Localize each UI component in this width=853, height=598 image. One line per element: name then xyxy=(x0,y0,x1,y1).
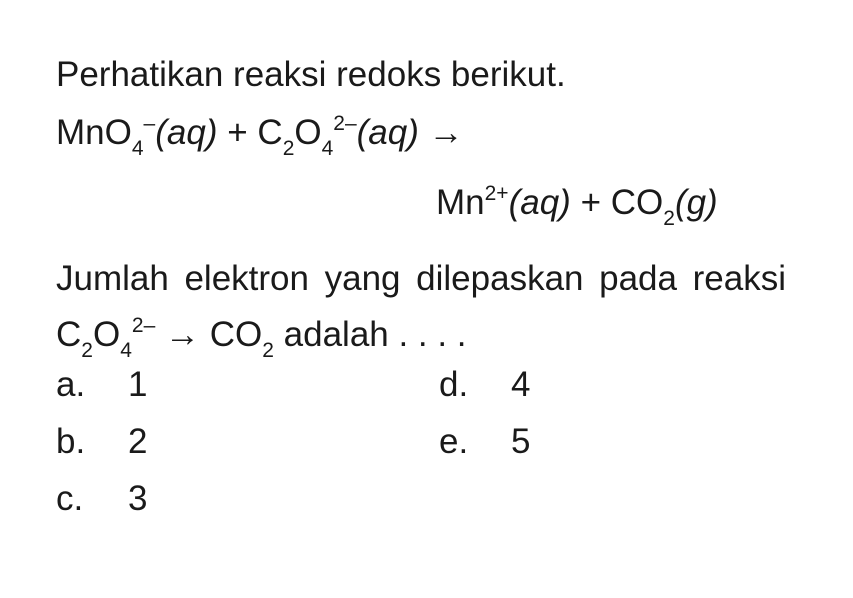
option-b[interactable] xyxy=(56,424,147,459)
plus-sign-2: + xyxy=(580,183,602,222)
question-o: O xyxy=(92,315,121,354)
oxalate-c-subscript: 2 xyxy=(282,137,295,160)
option-value: 5 xyxy=(511,422,531,461)
question-oxalate xyxy=(56,314,156,362)
question-c-subscript: 2 xyxy=(81,339,93,362)
reaction-arrow: → xyxy=(428,113,464,152)
option-value: 3 xyxy=(128,479,148,518)
option-letter: c. xyxy=(56,479,84,518)
permanganate-text: MnO xyxy=(56,113,132,152)
question-text-after: adalah . . . . xyxy=(283,315,467,354)
co2-text: CO xyxy=(610,183,664,222)
oxalate-o-subscript: 4 xyxy=(321,137,334,160)
permanganate-charge: – xyxy=(143,112,156,135)
state-aq-2: (aq) xyxy=(356,113,419,152)
co2-subscript: 2 xyxy=(663,207,675,230)
option-d[interactable] xyxy=(439,367,530,402)
equation-products xyxy=(436,182,718,230)
option-letter: e. xyxy=(439,422,469,461)
plus-sign-1: + xyxy=(227,113,248,152)
manganese-charge: 2+ xyxy=(484,182,509,205)
manganese-text: Mn xyxy=(436,183,485,222)
option-letter: d. xyxy=(439,365,469,404)
state-aq-1: (aq) xyxy=(155,113,218,152)
oxalate-formula xyxy=(257,112,357,160)
intro-text: Perhatikan reaksi redoks berikut. xyxy=(56,55,566,94)
option-c[interactable] xyxy=(56,481,147,516)
question-charge: 2– xyxy=(131,314,156,337)
option-value: 4 xyxy=(511,365,531,404)
question-arrow: → xyxy=(164,315,200,354)
question-o-subscript: 4 xyxy=(120,339,132,362)
question-text-before: Jumlah elektron yang dilepaskan pada reaksi xyxy=(56,259,786,298)
option-letter: b. xyxy=(56,422,86,461)
question-text xyxy=(56,251,786,363)
option-letter: a. xyxy=(56,365,86,404)
option-a[interactable] xyxy=(56,367,147,402)
question-c: C xyxy=(56,315,82,354)
equation-reactants xyxy=(56,112,464,160)
oxalate-c: C xyxy=(257,113,283,152)
state-aq-3: (aq) xyxy=(508,183,571,222)
question-co: CO xyxy=(209,315,263,354)
oxalate-charge: 2– xyxy=(333,112,357,135)
option-value: 2 xyxy=(128,422,148,461)
state-g: (g) xyxy=(674,183,718,222)
oxalate-o: O xyxy=(294,113,322,152)
permanganate-subscript: 4 xyxy=(131,137,144,160)
question-co-subscript: 2 xyxy=(262,339,274,362)
option-value: 1 xyxy=(128,365,148,404)
option-e[interactable] xyxy=(439,424,530,459)
permanganate-formula xyxy=(56,112,156,160)
